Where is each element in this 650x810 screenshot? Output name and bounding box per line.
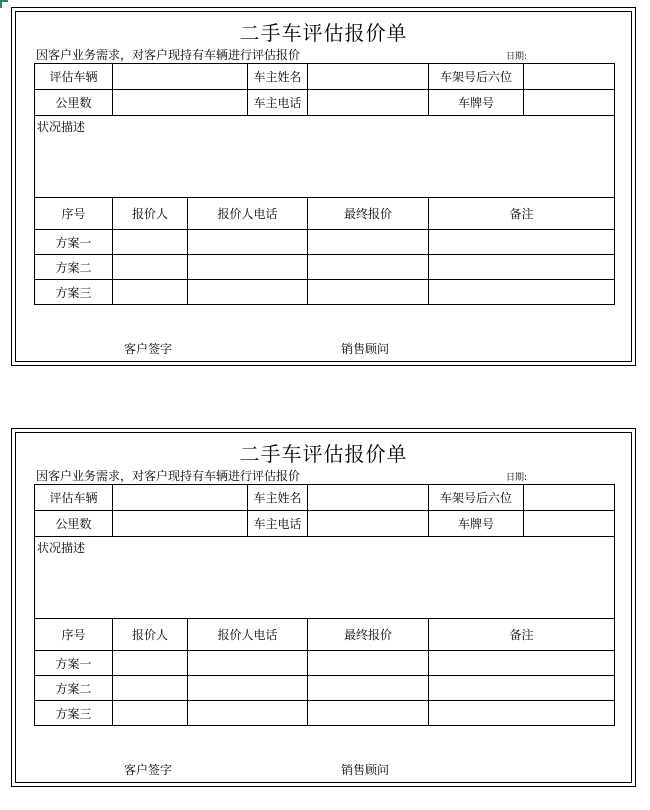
form-intro: 因客户业务需求，对客户现持有车辆进行评估报价	[36, 469, 301, 483]
quote-table	[34, 484, 615, 726]
mileage-input[interactable]	[113, 90, 248, 116]
vin-last6-label: 车架号后六位	[429, 485, 524, 511]
quoter-header: 报价人	[113, 198, 188, 230]
final-price-input[interactable]	[308, 701, 429, 726]
remarks-header: 备注	[429, 619, 615, 651]
owner-phone-label: 车主电话	[248, 90, 308, 116]
owner-phone-input[interactable]	[308, 90, 429, 116]
plan-label: 方案三	[35, 280, 113, 305]
table-row	[35, 485, 615, 511]
condition-label: 状况描述	[37, 120, 86, 134]
final-price-input[interactable]	[308, 651, 429, 676]
quoter-input[interactable]	[113, 280, 188, 305]
remarks-input[interactable]	[429, 255, 615, 280]
remarks-input[interactable]	[429, 701, 615, 726]
owner-phone-input[interactable]	[308, 511, 429, 537]
plan-label: 方案三	[35, 701, 113, 726]
table-row	[35, 64, 615, 90]
quoter-phone-input[interactable]	[188, 676, 308, 701]
mileage-label: 公里数	[35, 511, 113, 537]
vehicle-input[interactable]	[113, 64, 248, 90]
customer-signature-label: 客户签字	[124, 342, 173, 356]
remarks-input[interactable]	[429, 230, 615, 255]
final-price-header: 最终报价	[308, 619, 429, 651]
owner-name-label: 车主姓名	[248, 64, 308, 90]
table-row	[35, 651, 615, 676]
table-row	[35, 90, 615, 116]
remarks-input[interactable]	[429, 280, 615, 305]
final-price-input[interactable]	[308, 230, 429, 255]
table-row	[35, 116, 615, 198]
form-title: 二手车评估报价单	[239, 21, 408, 45]
mileage-label: 公里数	[35, 90, 113, 116]
table-header-row	[35, 198, 615, 230]
plate-label: 车牌号	[429, 90, 524, 116]
vehicle-label: 评估车辆	[35, 64, 113, 90]
condition-description-cell[interactable]	[35, 116, 615, 198]
sales-advisor-label: 销售顾问	[341, 342, 390, 356]
date-label: 日期:	[506, 473, 528, 483]
seq-header: 序号	[35, 619, 113, 651]
quote-table	[34, 63, 615, 305]
plan-label: 方案一	[35, 230, 113, 255]
quoter-phone-header: 报价人电话	[188, 198, 308, 230]
quoter-phone-input[interactable]	[188, 651, 308, 676]
vin-last6-input[interactable]	[524, 485, 615, 511]
table-row	[35, 280, 615, 305]
condition-label: 状况描述	[37, 541, 86, 555]
final-price-input[interactable]	[308, 676, 429, 701]
owner-phone-label: 车主电话	[248, 511, 308, 537]
plate-input[interactable]	[524, 90, 615, 116]
owner-name-input[interactable]	[308, 64, 429, 90]
form-inner-border	[15, 11, 632, 362]
mileage-input[interactable]	[113, 511, 248, 537]
remarks-input[interactable]	[429, 651, 615, 676]
quoter-input[interactable]	[113, 676, 188, 701]
quoter-phone-input[interactable]	[188, 255, 308, 280]
quote-form-1	[11, 7, 636, 366]
quoter-input[interactable]	[113, 701, 188, 726]
quoter-input[interactable]	[113, 230, 188, 255]
remarks-header: 备注	[429, 198, 615, 230]
table-row	[35, 511, 615, 537]
seq-header: 序号	[35, 198, 113, 230]
remarks-input[interactable]	[429, 676, 615, 701]
quoter-header: 报价人	[113, 619, 188, 651]
quoter-input[interactable]	[113, 255, 188, 280]
quoter-input[interactable]	[113, 651, 188, 676]
plan-label: 方案二	[35, 255, 113, 280]
quoter-phone-header: 报价人电话	[188, 619, 308, 651]
quoter-phone-input[interactable]	[188, 230, 308, 255]
owner-name-label: 车主姓名	[248, 485, 308, 511]
plate-label: 车牌号	[429, 511, 524, 537]
vin-last6-input[interactable]	[524, 64, 615, 90]
sales-advisor-label: 销售顾问	[341, 763, 390, 777]
table-row	[35, 676, 615, 701]
table-header-row	[35, 619, 615, 651]
cell-selection-corner	[0, 0, 8, 8]
final-price-input[interactable]	[308, 255, 429, 280]
form-inner-border	[15, 432, 632, 783]
vehicle-input[interactable]	[113, 485, 248, 511]
table-row	[35, 701, 615, 726]
vehicle-label: 评估车辆	[35, 485, 113, 511]
form-intro: 因客户业务需求，对客户现持有车辆进行评估报价	[36, 48, 301, 62]
table-row	[35, 255, 615, 280]
form-title: 二手车评估报价单	[239, 442, 408, 466]
owner-name-input[interactable]	[308, 485, 429, 511]
plan-label: 方案一	[35, 651, 113, 676]
customer-signature-label: 客户签字	[124, 763, 173, 777]
condition-description-cell[interactable]	[35, 537, 615, 619]
table-row	[35, 537, 615, 619]
date-label: 日期:	[506, 52, 528, 62]
table-row	[35, 230, 615, 255]
vin-last6-label: 车架号后六位	[429, 64, 524, 90]
quote-form-2	[11, 428, 636, 787]
final-price-input[interactable]	[308, 280, 429, 305]
quoter-phone-input[interactable]	[188, 280, 308, 305]
plate-input[interactable]	[524, 511, 615, 537]
plan-label: 方案二	[35, 676, 113, 701]
quoter-phone-input[interactable]	[188, 701, 308, 726]
final-price-header: 最终报价	[308, 198, 429, 230]
